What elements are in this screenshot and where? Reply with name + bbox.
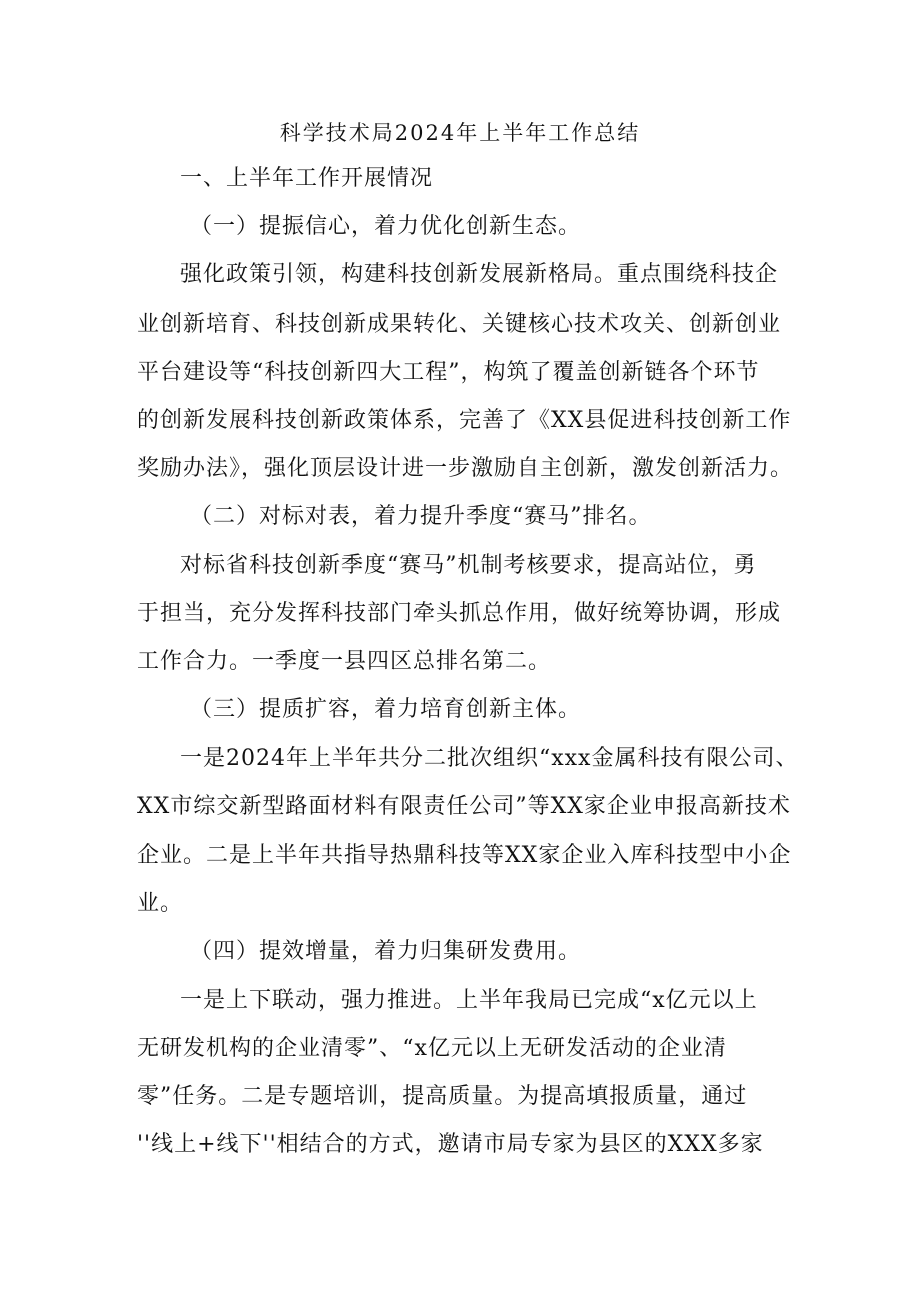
paragraph-line: 平台建设等“科技创新四大工程”，构筑了覆盖创新链各个环节 [137, 360, 760, 385]
subheading-4: （四）提效增量，着力归集研发费用。 [190, 939, 582, 964]
paragraph-line: 一是2024年上半年共分二批次组织“xxx金属科技有限公司、 [180, 746, 799, 771]
heading-section-1: 一、上半年工作开展情况 [180, 166, 434, 191]
paragraph-line: 强化政策引领，构建科技创新发展新格局。重点围绕科技企 [180, 262, 779, 287]
paragraph-line: 零”任务。二是专题培训，提高质量。为提高填报质量，通过 [137, 1084, 748, 1109]
paragraph-line: 业。 [137, 891, 184, 916]
paragraph-line: XX市综交新型路面材料有限责任公司”等XX家企业申报高新技术 [137, 794, 791, 819]
subheading-1: （一）提振信心，着力优化创新生态。 [190, 214, 582, 239]
paragraph-line: ''线上+线下''相结合的方式，邀请市局专家为县区的XXX多家 [137, 1132, 764, 1157]
paragraph-line: 的创新发展科技创新政策体系，完善了《XX县促进科技创新工作 [137, 408, 792, 433]
subheading-3: （三）提质扩容，着力培育创新主体。 [190, 697, 582, 722]
paragraph-line: 奖励办法》，强化顶层设计进一步激励自主创新，激发创新活力。 [137, 456, 794, 481]
paragraph-line: 业创新培育、科技创新成果转化、关键核心技术攻关、创新创业 [137, 312, 782, 337]
paragraph-line: 工作合力。一季度一县四区总排名第二。 [137, 649, 552, 674]
paragraph-line: 一是上下联动，强力推进。上半年我局已完成“x亿元以上 [180, 988, 758, 1013]
paragraph-line: 于担当，充分发挥科技部门牵头抓总作用，做好统筹协调，形成 [137, 601, 782, 626]
paragraph-line: 企业。二是上半年共指导热鼎科技等XX家企业入库科技型中小企 [137, 843, 792, 868]
subheading-2: （二）对标对表，着力提升季度“赛马”排名。 [190, 504, 652, 529]
paragraph-line: 无研发机构的企业清零”、“x亿元以上无研发活动的企业清 [137, 1036, 727, 1061]
document-title: 科学技术局2024年上半年工作总结 [279, 121, 641, 145]
paragraph-line: 对标省科技创新季度“赛马”机制考核要求，提高站位，勇 [180, 553, 757, 578]
